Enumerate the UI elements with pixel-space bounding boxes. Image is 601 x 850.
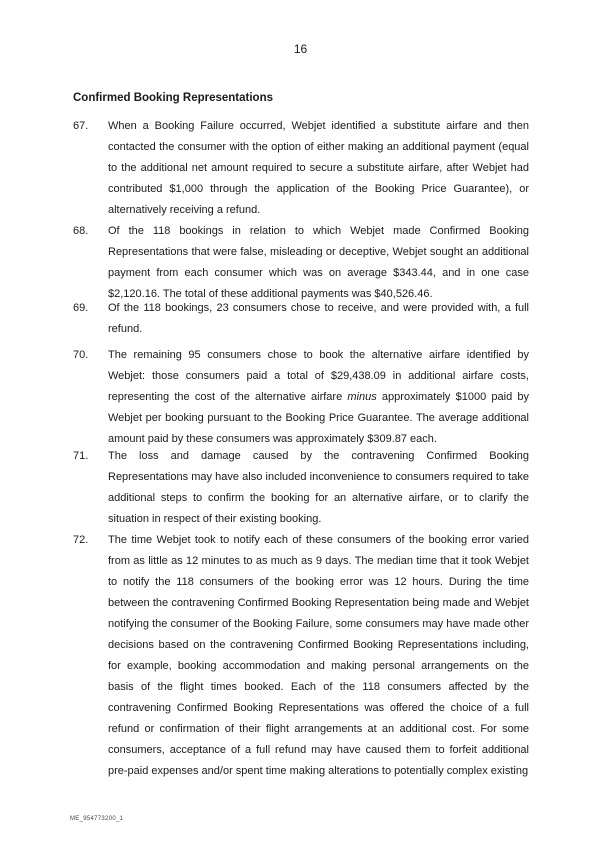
paragraph-text: The loss and damage caused by the contravening Confirmed Booking Representations may have also included inconvenience to consumers required to take additional steps to confirm the booking for an alternative airfare, or to clarify the situation in respect of their existing booking. xyxy=(108,450,529,525)
section-heading: Confirmed Booking Representations xyxy=(73,92,273,104)
paragraph-text: The remaining 95 consumers chose to book the alternative airfare identified by Webjet: those consumers paid a total of $29,438.09 in additional airfare costs, representing the cost of the alternative airfare minus approximately $1000 paid by Webjet per booking pursuant to the Booking Price Guarantee. The average additional amount paid by these consumers was approximately $309.87 each. xyxy=(108,349,529,445)
paragraph-69 xyxy=(73,298,529,340)
paragraph-text: Of the 118 bookings in relation to which Webjet made Confirmed Booking Representations that were false, misleading or deceptive, Webjet sought an additional payment from each consumer which was on average $343.44, and in one case $2,120.16. The total of these additional payments was $40,526.46. xyxy=(108,225,529,300)
paragraph-68 xyxy=(73,221,529,305)
emphasis-text: minus xyxy=(347,391,377,403)
paragraph-67 xyxy=(73,116,529,221)
paragraph-text: Of the 118 bookings, 23 consumers chose to receive, and were provided with, a full refund. xyxy=(108,302,529,335)
paragraph-number: 68. xyxy=(73,225,89,237)
paragraph-text: When a Booking Failure occurred, Webjet identified a substitute airfare and then contacted the consumer with the option of either making an additional payment (equal to the additional net amount required to secure a substitute airfare, after Webjet had contributed $1,000 through the application of the Booking Price Guarantee), or alternatively receiving a refund. xyxy=(108,120,529,216)
paragraph-number: 70. xyxy=(73,349,89,361)
paragraph-number: 69. xyxy=(73,302,89,314)
paragraph-number: 71. xyxy=(73,450,89,462)
paragraph-70 xyxy=(73,345,529,450)
paragraph-number: 67. xyxy=(73,120,89,132)
paragraph-72 xyxy=(73,530,529,782)
page-number: 16 xyxy=(293,42,308,56)
document-reference-footer: ME_954773200_1 xyxy=(70,816,124,822)
paragraph-number: 72. xyxy=(73,534,89,546)
paragraph-text: The time Webjet took to notify each of these consumers of the booking error varied from as little as 12 minutes to as much as 9 days. The median time that it took Webjet to notify the 118 consumers of the booking error was 12 hours. During the time between the contravening Confirmed Booking Representation being made and Webjet notifying the consumer of the Booking Failure, some consumers may have made other decisions based on the contravening Confirmed Booking Representations including, for example, booking accommodation and making personal arrangements on the basis of the flight times booked. Each of the 118 consumers affected by the contravening Confirmed Booking Representations was offered the choice of a full refund or confirmation of their flight arrangements at an additional cost. For some consumers, acceptance of a full refund may have caused them to forfeit additional pre-paid expenses and/or spent time making alterations to potentially complex existing xyxy=(108,534,529,777)
paragraph-71 xyxy=(73,446,529,530)
